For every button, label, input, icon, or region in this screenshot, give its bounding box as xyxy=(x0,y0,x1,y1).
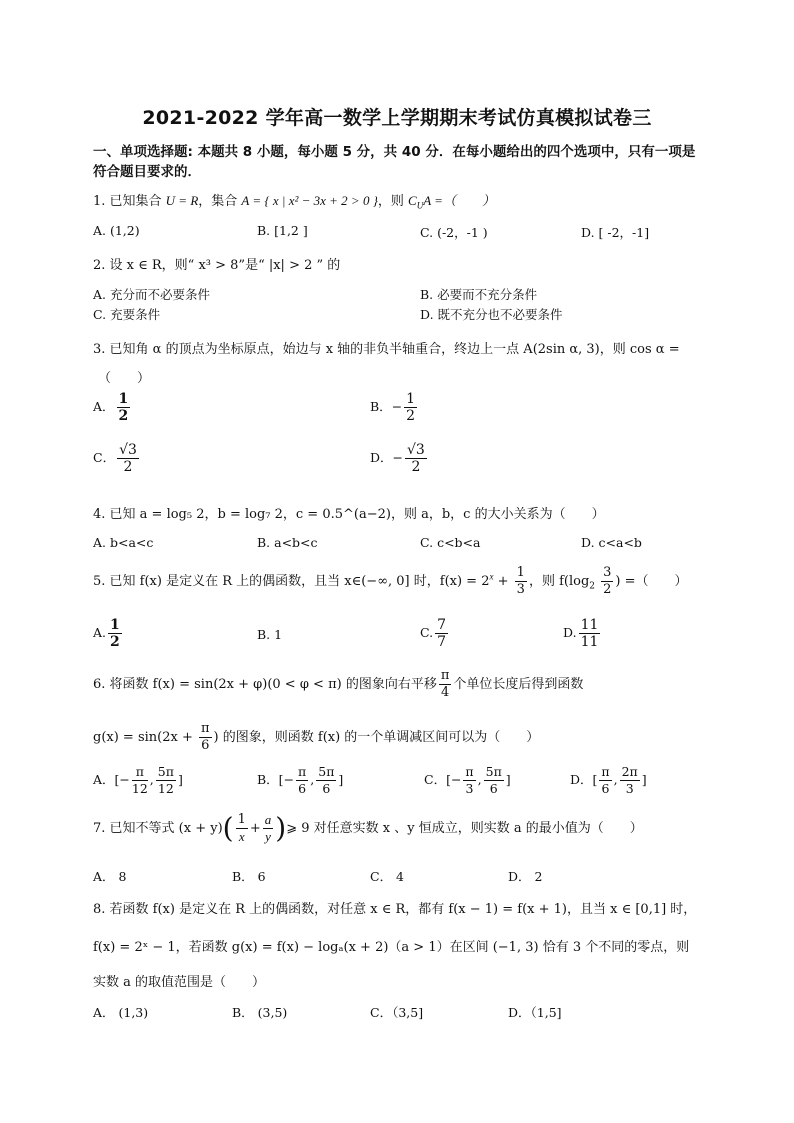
q5-option-c: C. $\frac{7}{7}$ xyxy=(420,617,447,650)
q8-option-d: D．（1,5] xyxy=(508,1005,562,1020)
q5-fraction-three-halves: $\frac{3}{2}$ xyxy=(603,565,612,597)
question-6-stem: 6. 将函数 f(x) = sin(2x + φ)(0 < φ < π) 的图象向右平移 $\frac{\pi}{4}$ 个单位长度后得到函数 xyxy=(93,668,584,700)
question-7-stem: 7. 已知不等式 (x + y)( $\frac{1}{x}$ + $\frac{a}{y}$ )⩾ 9 对任意实数 x 、y 恒成立，则实数 a 的最小值为（ ） xyxy=(93,811,643,845)
question-5-stem: 5. 已知 f(x) 是定义在 R 上的偶函数，且当 x∈(−∞, 0] 时，$f(x) = 2^x$ + $\frac{1}{3}$ ，则 $f(\log_2$ $\frac{3}{2}$ ) =（ ） xyxy=(93,565,688,597)
q3-option-c: C． $\frac{√3}{2}$ xyxy=(93,442,137,475)
q3-option-b: B．− $\frac{1}{2}$ xyxy=(370,391,416,424)
q3-b-fraction: $\frac{1}{2}$ xyxy=(406,391,416,424)
q2-option-a: A. 充分而不必要条件 xyxy=(93,287,210,302)
q6-option-a: A．[− $\frac{\pi}{12}$ , $\frac{5\pi}{12}$ ] xyxy=(93,764,183,796)
q6-option-d: D．[ $\frac{\pi}{6}$ , $\frac{2\pi}{3}$ ] xyxy=(570,764,647,796)
q1-option-c: C. (-2，-1 ) xyxy=(420,225,488,240)
q3-c-fraction: $\frac{√3}{2}$ xyxy=(119,442,137,475)
q6-option-b: B．[− $\frac{\pi}{6}$ , $\frac{5\pi}{6}$ ] xyxy=(257,764,344,796)
q2-option-d: D. 既不充分也不必要条件 xyxy=(420,307,563,322)
q8-option-a: A． (1,3) xyxy=(93,1005,149,1020)
question-8-line3: 实数 a 的取值范围是（ ） xyxy=(93,975,266,990)
q4-option-d: D. c<a<b xyxy=(581,535,642,550)
section-heading-line2: 符合题目要求的． xyxy=(93,164,201,180)
q2-option-c: C. 充要条件 xyxy=(93,307,161,322)
question-3-stem: 3. 已知角 α 的顶点为坐标原点，始边与 x 轴的非负半轴重合，终边上一点 A(2sin α, 3)，则 cos α = xyxy=(93,342,680,357)
q6-option-c: C．[− $\frac{\pi}{3}$ , $\frac{5\pi}{6}$ ] xyxy=(424,764,511,796)
q1-option-d: D. [ -2，-1] xyxy=(581,225,650,240)
q3-a-fraction: $\frac{1}{2}$ xyxy=(118,391,129,424)
page-title: 2021-2022 学年高一数学上学期期末考试仿真模拟试卷三 xyxy=(142,107,652,129)
q4-option-b: B. a<b<c xyxy=(257,535,318,550)
q5-option-a: A. $\frac{1}{2}$ xyxy=(93,617,120,650)
q3-option-d: D．− $\frac{√3}{2}$ xyxy=(370,442,425,475)
question-3-paren: （ ） xyxy=(98,371,151,386)
question-1-stem: 1. 已知集合 U = R，集合 A = { x | x² − 3x + 2 > 0 }，则 $C_UA$ =（ ） xyxy=(93,193,495,211)
q3-option-a: A． $\frac{1}{2}$ xyxy=(93,391,129,424)
question-2-stem: 2. 设 x ∈ R，则“ x³ > 8”是“ |x| > 2 ” 的 xyxy=(93,258,341,273)
q7-option-b: B． 6 xyxy=(232,869,266,884)
section-heading-line1: 一、单项选择题: 本题共 8 小题，每小题 5 分，共 40 分．在每小题给出的四个选项中，只有一项是 xyxy=(93,144,696,160)
q7-option-d: D． 2 xyxy=(508,869,543,884)
question-4-stem: 4. 已知 a = log₅ 2，b = log₇ 2，c = 0.5^(a−2)，则 a，b，c 的大小关系为（ ） xyxy=(93,507,605,522)
q1-option-a: A. (1,2) xyxy=(93,223,140,238)
q1-option-b: B. [1,2 ] xyxy=(257,223,308,238)
q2-option-b: B. 必要而不充分条件 xyxy=(420,287,538,302)
q5-option-b: B. 1 xyxy=(257,627,283,642)
question-8-line1: 8. 若函数 f(x) 是定义在 R 上的偶函数，对任意 x ∈ R，都有 f(x − 1) = f(x + 1)，且当 x ∈ [0,1] 时， xyxy=(93,902,697,917)
q8-option-b: B． (3,5) xyxy=(232,1005,288,1020)
q5-option-d: D. $\frac{11}{11}$ xyxy=(563,617,599,650)
q8-option-c: C．（3,5] xyxy=(370,1005,424,1020)
question-8-line2: f(x) = 2ˣ − 1，若函数 g(x) = f(x) − logₐ(x + 2)（a > 1）在区间 (−1, 3) 恰有 3 个不同的零点，则 xyxy=(93,940,690,955)
q4-option-a: A. b<a<c xyxy=(93,535,154,550)
q5-fraction-one-third: $\frac{1}{3}$ xyxy=(516,565,525,597)
question-6-line2: g(x) = sin(2x + $\frac{\pi}{6}$ ) 的图象，则函数 f(x) 的一个单调减区间可以为（ ） xyxy=(93,721,540,753)
q4-option-c: C. c<b<a xyxy=(420,535,481,550)
q3-d-fraction: $\frac{√3}{2}$ xyxy=(407,442,425,475)
q7-option-a: A． 8 xyxy=(93,869,127,884)
q7-option-c: C． 4 xyxy=(370,869,404,884)
